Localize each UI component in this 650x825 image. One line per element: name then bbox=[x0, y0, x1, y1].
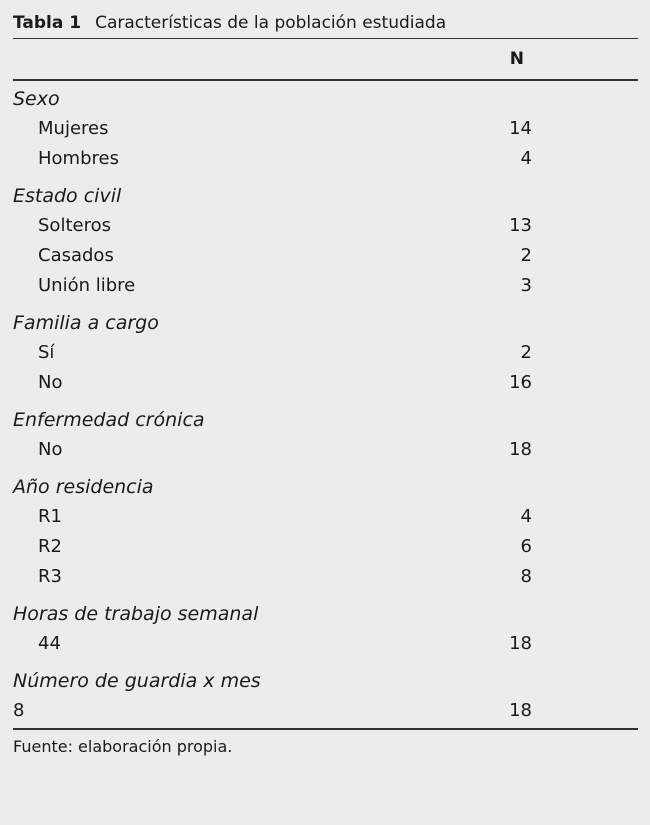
row-label: No bbox=[38, 439, 63, 460]
row-value: 14 bbox=[509, 118, 532, 139]
table-row bbox=[13, 114, 638, 144]
group-enfermedad-cronica bbox=[13, 406, 638, 465]
group-title: Horas de trabajo semanal bbox=[13, 603, 259, 625]
group-horas-trabajo bbox=[13, 600, 638, 659]
row-label: Casados bbox=[38, 245, 114, 266]
group-ano-residencia bbox=[13, 473, 638, 592]
row-value: 8 bbox=[520, 566, 532, 587]
row-value: 18 bbox=[509, 439, 532, 460]
table-body bbox=[13, 81, 638, 726]
row-value: 18 bbox=[509, 633, 532, 654]
row-label: Unión libre bbox=[38, 275, 136, 296]
group-title: Estado civil bbox=[13, 185, 122, 207]
row-value: 2 bbox=[520, 245, 532, 266]
row-label: Mujeres bbox=[38, 118, 109, 139]
table-row bbox=[13, 211, 638, 241]
group-familia-a-cargo bbox=[13, 309, 638, 398]
table-row bbox=[13, 502, 638, 532]
row-label: R2 bbox=[38, 536, 62, 557]
group-title: Número de guardia x mes bbox=[13, 670, 261, 692]
row-label: 44 bbox=[38, 633, 61, 654]
table-row bbox=[13, 629, 638, 659]
group-title: Sexo bbox=[13, 88, 60, 110]
row-value: 18 bbox=[509, 700, 532, 721]
row-label: R1 bbox=[38, 506, 62, 527]
table-row bbox=[13, 144, 638, 174]
table-header-row bbox=[13, 39, 638, 79]
data-table bbox=[13, 8, 638, 764]
row-label: Solteros bbox=[38, 215, 111, 236]
row-label: R3 bbox=[38, 566, 62, 587]
table-source: Fuente: elaboración propia. bbox=[13, 737, 233, 756]
group-title: Familia a cargo bbox=[13, 312, 159, 334]
table-row bbox=[13, 532, 638, 562]
table-number: Tabla 1 bbox=[13, 13, 82, 33]
group-sexo bbox=[13, 85, 638, 174]
table-row bbox=[13, 338, 638, 368]
group-title: Año residencia bbox=[13, 476, 154, 498]
row-label: No bbox=[38, 372, 63, 393]
row-value: 6 bbox=[520, 536, 532, 557]
table-row bbox=[13, 241, 638, 271]
row-value: 4 bbox=[520, 148, 532, 169]
row-value: 13 bbox=[509, 215, 532, 236]
table-row bbox=[13, 271, 638, 301]
table-row bbox=[13, 696, 638, 726]
table-row bbox=[13, 368, 638, 398]
row-label: 8 bbox=[13, 700, 25, 721]
row-value: 16 bbox=[509, 372, 532, 393]
table-row bbox=[13, 435, 638, 465]
group-title: Enfermedad crónica bbox=[13, 409, 205, 431]
row-value: 2 bbox=[520, 342, 532, 363]
row-value: 3 bbox=[520, 275, 532, 296]
group-numero-guardia bbox=[13, 667, 638, 726]
table-title: Características de la población estudiada bbox=[95, 13, 447, 33]
table-caption bbox=[13, 8, 638, 38]
row-value: 4 bbox=[520, 506, 532, 527]
column-header-n: N bbox=[509, 49, 524, 69]
row-label: Hombres bbox=[38, 148, 119, 169]
group-estado-civil bbox=[13, 182, 638, 301]
row-label: Sí bbox=[38, 342, 55, 363]
table-row bbox=[13, 562, 638, 592]
